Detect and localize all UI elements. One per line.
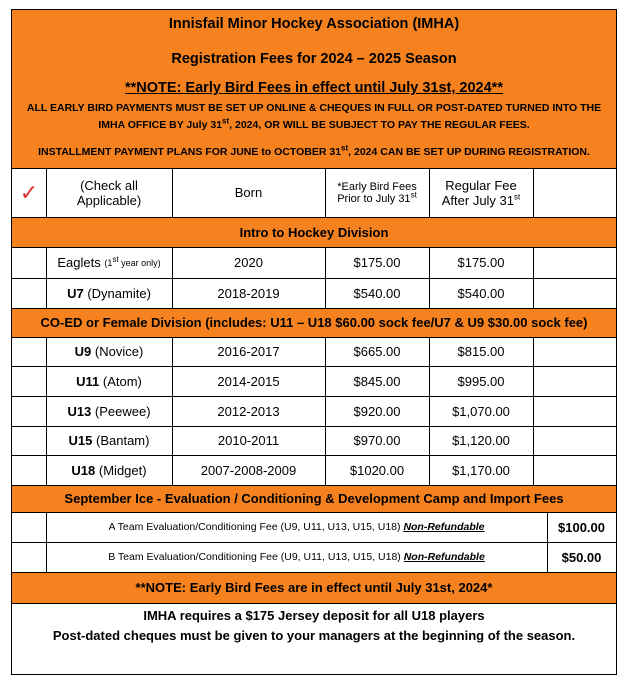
checkbox-a-team[interactable] [12, 512, 46, 542]
row-name-u11: U11 (Atom) [76, 373, 142, 389]
early-u7: $540.00 [353, 285, 401, 301]
born-u13: 2012-2013 [217, 403, 280, 419]
checkbox-u18[interactable] [12, 455, 46, 485]
row-name-u13: U13 (Peewee) [67, 403, 151, 419]
born-u11: 2014-2015 [217, 373, 280, 389]
coed-division-title: CO-ED or Female Division (includes: U11 – U18 $60.00 sock fee/U7 & U9 $30.00 sock fee) [12, 309, 616, 337]
post-dated-cheques-note: Post-dated cheques must be given to your managers at the beginning of the season. [52, 628, 576, 643]
payments-notice-line2: IMHA OFFICE BY July 31st, 2024, OR WILL BE SUBJECT TO PAY THE REGULAR FEES. [98, 116, 530, 131]
born-u18: 2007-2008-2009 [200, 462, 297, 478]
payments-notice-line1: ALL EARLY BIRD PAYMENTS MUST BE SET UP ONLINE & CHEQUES IN FULL OR POST-DATED TURNED INTO THE [26, 102, 602, 114]
check-all-header: (Check all Applicable) [76, 177, 142, 208]
b-team-fee: $50.00 [561, 549, 602, 565]
regular-u15: $1,120.00 [452, 433, 510, 448]
checkbox-eaglets[interactable] [12, 247, 46, 278]
early-u13: $920.00 [353, 403, 401, 419]
header-banner [12, 10, 616, 168]
checkbox-u13[interactable] [12, 396, 46, 426]
installment-notice: INSTALLMENT PAYMENT PLANS FOR JUNE to OCTOBER 31st, 2024 CAN BE SET UP DURING REGISTRATION. [38, 143, 590, 158]
early-u18: $1020.00 [349, 462, 405, 478]
b-team-fee-label: B Team Evaluation/Conditioning Fee (U9, U11, U13, U15, U18) Non-Refundable [108, 551, 485, 563]
regular-fee-header: Regular Fee After July 31st [441, 177, 521, 208]
born-u9: 2016-2017 [217, 344, 280, 359]
row-name-u15: U15 (Bantam) [68, 433, 150, 448]
early-bird-header: *Early Bird Fees Prior to July 31st [337, 180, 417, 205]
row-name-u7: U7 (Dynamite) [67, 285, 151, 301]
early-u9: $665.00 [353, 344, 401, 359]
checkbox-b-team[interactable] [12, 542, 46, 572]
regular-u11: $995.00 [457, 373, 505, 389]
regular-eaglets: $175.00 [457, 255, 505, 270]
season-title: Registration Fees for 2024 – 2025 Season [171, 51, 457, 67]
row-name-u18: U18 (Midget) [71, 462, 147, 478]
intro-division-title: Intro to Hockey Division [12, 218, 616, 247]
regular-u13: $1,070.00 [452, 403, 510, 419]
born-header: Born [234, 185, 263, 200]
early-u11: $845.00 [353, 373, 401, 389]
regular-u7: $540.00 [457, 285, 505, 301]
row-name-eaglets: Eaglets (1st year only) [57, 254, 161, 270]
footer-early-bird-note: **NOTE: Early Bird Fees are in effect until July 31st, 2024* [12, 573, 616, 603]
a-team-fee: $100.00 [558, 519, 605, 535]
checkbox-u11[interactable] [12, 366, 46, 396]
a-team-fee-label: A Team Evaluation/Conditioning Fee (U9, U11, U13, U15, U18) Non-Refundable [108, 521, 485, 533]
september-title: September Ice - Evaluation / Conditioning & Development Camp and Import Fees [12, 486, 616, 512]
checkbox-u7[interactable] [12, 278, 46, 308]
born-eaglets: 2020 [234, 255, 263, 270]
fee-sheet [11, 9, 617, 675]
born-u15: 2010-2011 [217, 433, 280, 448]
row-name-u9: U9 (Novice) [74, 344, 144, 359]
org-title: Innisfail Minor Hockey Association (IMHA) [168, 16, 460, 32]
born-u7: 2018-2019 [217, 285, 280, 301]
jersey-deposit-note: IMHA requires a $175 Jersey deposit for all U18 players [143, 608, 485, 623]
regular-u18: $1,170.00 [452, 462, 510, 478]
regular-u9: $815.00 [457, 344, 505, 359]
early-u15: $970.00 [353, 433, 401, 448]
early-eaglets: $175.00 [353, 255, 401, 270]
early-bird-note: **NOTE: Early Bird Fees in effect until July 31st, 2024** [125, 80, 503, 96]
checkbox-u9[interactable] [12, 337, 46, 366]
checkbox-u15[interactable] [12, 426, 46, 455]
checkmark-icon: ✓ [19, 179, 39, 205]
